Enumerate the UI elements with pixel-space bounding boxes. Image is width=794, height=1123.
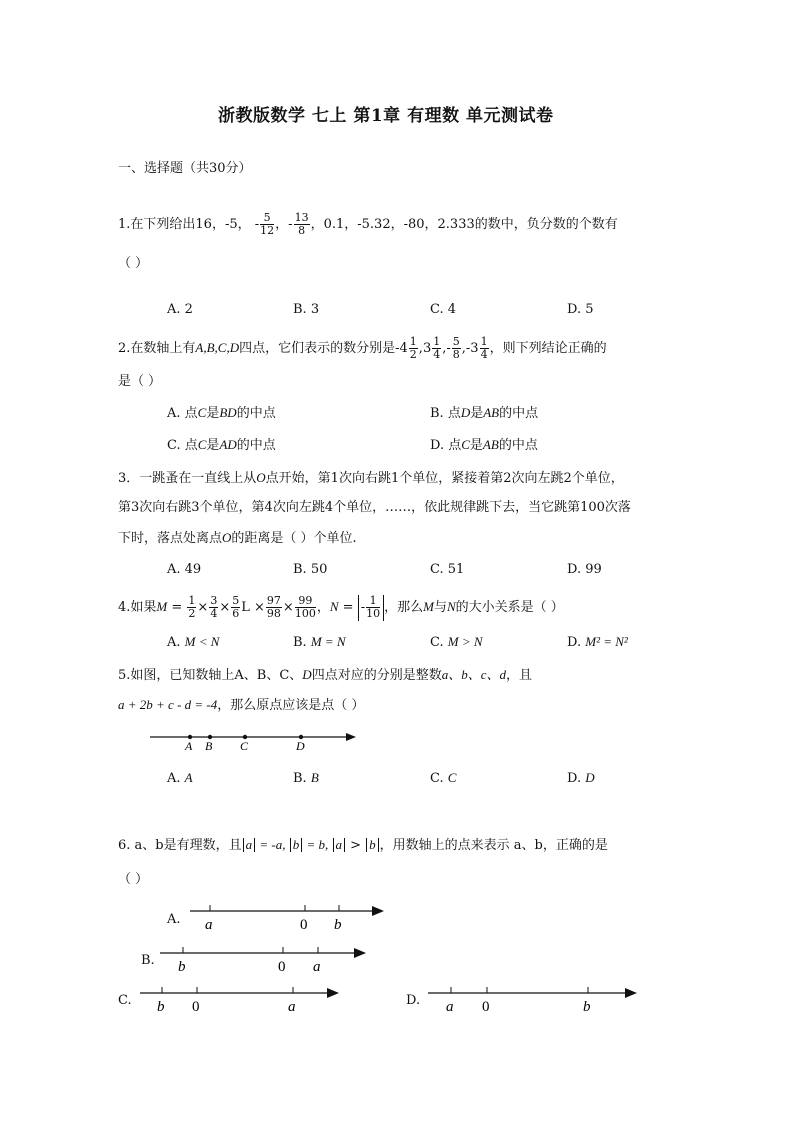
q1-sep: ， [275, 217, 289, 232]
q1-paren: （ ） [118, 256, 149, 271]
q4-n2: N [446, 599, 456, 614]
q2-v3-num: 5 [452, 335, 460, 348]
q4-a-label: A. [167, 635, 181, 650]
q2-b-mid: 是 [470, 406, 484, 421]
q4-ellipsis: L [241, 600, 250, 615]
q3-line1-pre: 3．一跳蚤在一直线上从 [118, 471, 257, 486]
q2-v4-num: 1 [480, 335, 488, 348]
q2-line2: 是（ ） [118, 374, 162, 389]
q2-mid: 四点，它们表示的数分别是 [239, 341, 396, 356]
q1-frac2-sign: - [288, 217, 293, 232]
q6-line1 [118, 837, 608, 854]
q4-frac-2-num: 3 [210, 594, 218, 607]
q5-a-label: A. [167, 771, 181, 786]
q6d-label-a: a [446, 999, 454, 1015]
q6d-label-0: 0 [482, 999, 490, 1015]
q4-comma: ， [316, 600, 330, 615]
q2-a-p1: C [197, 405, 207, 420]
q1-frac2-num: 13 [294, 211, 309, 224]
section-heading: 一、选择题（共30分） [118, 161, 252, 176]
q3-line2: 第3次向右跳3个单位，第4次向左跳4个单位，……，依此规律跳下去，当它跳第100次落 [118, 500, 631, 515]
q6-paren: （ ） [118, 872, 149, 887]
q4-suffix-post: 的大小关系是（ ） [455, 600, 564, 615]
q2-b-p1: D [460, 405, 471, 420]
q6b-label-0: 0 [278, 959, 286, 975]
q6-option-a-label[interactable]: A. [167, 912, 181, 927]
q2-d-post: 的中点 [498, 438, 538, 453]
q5-axis-label-c: C [240, 739, 249, 753]
q6-option-c-diagram[interactable] [140, 987, 339, 1015]
q5-a-val: A [184, 770, 193, 785]
q4-frac-5-num: 99 [295, 595, 316, 608]
q2-suffix: ，则下列结论正确的 [489, 341, 607, 356]
q2-a-pre: A. 点 [167, 406, 198, 421]
q2-v3-den: 8 [452, 348, 460, 361]
q2-a-mid: 是 [206, 406, 220, 421]
q3-line1-post: 点开始，第1次向右跳1个单位，紧接着第2次向左跳2个单位， [265, 471, 624, 486]
q6a-arrow-icon [372, 906, 384, 916]
q6d-arrow-icon [625, 988, 637, 998]
q1-rest: ，0.1，-5.32，-80，2.333的数中，负分数的个数有 [310, 217, 618, 232]
q4-eq2: = [338, 600, 358, 615]
q5-option-c[interactable] [430, 770, 456, 787]
q4-n-den: 10 [366, 606, 381, 620]
q4-frac-4-num: 97 [266, 594, 281, 607]
q4-times-1: × [197, 600, 209, 615]
q4-times-3: × [254, 600, 265, 615]
q6b-label-a: a [313, 959, 321, 975]
q4-n: N [329, 599, 339, 614]
q6-option-b-diagram[interactable] [160, 947, 366, 975]
q6-cond1-rhs: = -a, [256, 837, 289, 852]
q3-line3-pre: 下时，落点处离点 [118, 531, 223, 546]
q5-axis-label-b: B [205, 739, 213, 753]
q4-times-2: × [219, 600, 231, 615]
q2-c-p1: C [197, 437, 207, 452]
q2-b-pre: B. 点 [430, 406, 461, 421]
q2-v2-num: 1 [433, 335, 441, 348]
q4-d-expr: M² = N² [585, 634, 628, 649]
q6a-label-b: b [334, 917, 342, 933]
q6-line1-post: ，用数轴上的点来表示 a、b，正确的是 [379, 838, 608, 853]
q3-option-c[interactable]: C. 51 [430, 562, 465, 577]
q1-frac2-den: 8 [298, 224, 306, 237]
q6b-arrow-icon [354, 948, 366, 958]
q6a-label-0: 0 [300, 917, 308, 933]
q4-frac-3-num: 5 [232, 594, 240, 607]
q5-d-label: D. [567, 771, 582, 786]
q2-v4-whole: -3 [465, 341, 479, 356]
q6-abs-a: a [243, 838, 256, 852]
q2-sep2: , [442, 341, 447, 356]
q5-option-b[interactable] [293, 770, 319, 787]
q5-d: D [302, 667, 312, 682]
q5-expr: a + 2b + c - d = -4 [118, 697, 218, 712]
q5-arrow-icon [346, 733, 356, 741]
q5-line2-post: ，那么原点应该是点（ ） [217, 698, 365, 713]
q1-prefix: 1.在下列给出16，-5， [118, 217, 251, 232]
q4-b-label: B. [293, 635, 307, 650]
q5-c-val: C [447, 770, 457, 785]
q6-abs-a2: a [333, 838, 346, 852]
q2-d-pre: D. 点 [430, 438, 462, 453]
q1-option-c[interactable]: C. 4 [430, 302, 457, 317]
q4-frac-3-den: 6 [232, 607, 240, 620]
q4-b-expr: M = N [310, 634, 346, 649]
q2-c-pre: C. 点 [167, 438, 198, 453]
q1-frac1-num: 5 [260, 212, 274, 225]
q6c-label-a: a [288, 999, 296, 1015]
q4-d-label: D. [567, 635, 582, 650]
q4-a-expr: M < N [184, 634, 220, 649]
q6d-label-b: b [583, 999, 591, 1015]
q5-c-label: C. [430, 771, 444, 786]
q4-times-4: × [282, 600, 294, 615]
q6-line1-pre: 6. a、b是有理数，且 [118, 838, 242, 853]
q6-cond2-rhs: = b, [303, 837, 332, 852]
q6b-label-b: b [178, 959, 186, 975]
q2-sep3: , [461, 341, 466, 356]
q2-a-post: 的中点 [236, 406, 276, 421]
q2-b-p2: AB [483, 405, 500, 420]
q4-and: 与 [433, 600, 447, 615]
q4-suffix-pre: ，那么 [384, 600, 424, 615]
q4-n-num: 1 [366, 595, 380, 608]
q5-option-a[interactable] [167, 770, 193, 787]
q6-option-d-label[interactable]: D. [406, 993, 421, 1008]
q2-v1-den: 2 [409, 348, 417, 361]
q4-m2: M [423, 599, 434, 614]
q1-frac1-sign: - [254, 217, 260, 232]
q6c-label-0: 0 [192, 999, 200, 1015]
q2-d-p1: C [461, 437, 470, 452]
q2-sep1: , [418, 341, 423, 356]
q6-abs-b: b [290, 838, 303, 852]
q6-option-c-label[interactable]: C. [118, 993, 132, 1008]
q2-points: A,B,C,D [195, 340, 240, 355]
q3-option-b[interactable]: B. 50 [293, 562, 328, 577]
q6-gt: > [346, 838, 366, 853]
q2-v2-den: 4 [433, 348, 441, 361]
q4-frac-4-den: 98 [266, 607, 281, 620]
q5-b-label: B. [293, 771, 307, 786]
q2-d-mid: 是 [469, 438, 483, 453]
q2-v2-whole: 3 [422, 341, 432, 356]
q3-option-d[interactable]: D. 99 [567, 562, 602, 577]
q4-c-label: C. [430, 635, 444, 650]
q3-line3-post: 的距离是（ ）个单位. [231, 531, 357, 546]
q5-option-d[interactable] [567, 770, 595, 787]
q6a-label-a: a [205, 917, 213, 933]
q4-c-expr: M > N [447, 634, 483, 649]
q5-d-val: D [585, 770, 595, 785]
q6c-label-b: b [157, 999, 165, 1015]
q5-line1-post: ，且 [505, 668, 532, 683]
q5-number-line [150, 733, 356, 753]
q4-eq: = [167, 600, 187, 615]
q2-a-p2: BD [219, 405, 237, 420]
q4-n-sign: - [360, 599, 366, 615]
q6-abs-b2: b [366, 838, 379, 852]
q6-option-b-label[interactable]: B. [141, 953, 155, 968]
q2-v1-num: 1 [409, 335, 417, 348]
q2-c-post: 的中点 [236, 438, 276, 453]
q1-frac1-den: 12 [260, 224, 275, 237]
q1-option-a[interactable]: A. 2 [167, 302, 193, 317]
q3-option-a[interactable]: A. 49 [167, 562, 202, 577]
q4-frac-1-den: 2 [188, 607, 196, 620]
q4-frac-2-den: 4 [210, 607, 218, 620]
q2-c-p2: AD [219, 437, 237, 452]
q5-line1-pre: 5.如图，已知数轴上A、B、C、 [118, 668, 303, 683]
q2-d-p2: AB [482, 437, 499, 452]
page-title: 浙教版数学 七上 第1章 有理数 单元测试卷 [218, 106, 554, 126]
q3-point-o2: O [222, 530, 232, 545]
q6c-arrow-icon [327, 988, 339, 998]
q5-axis-label-d: D [296, 739, 305, 753]
q1-option-d[interactable]: D. 5 [567, 302, 594, 317]
q5-b-val: B [310, 770, 319, 785]
q3-point-o: O [256, 470, 266, 485]
q6-option-d-diagram[interactable] [428, 987, 637, 1015]
q5-axis-label-a: A [185, 739, 193, 753]
q2-b-post: 的中点 [499, 406, 539, 421]
q4-frac-1-num: 1 [188, 594, 196, 607]
q2-v1-whole: -4 [395, 341, 408, 356]
q4-m: M [156, 599, 168, 614]
q2-v3-whole: - [446, 341, 451, 356]
q6-option-a-diagram[interactable] [190, 905, 384, 933]
q2-c-mid: 是 [206, 438, 220, 453]
q1-option-b[interactable]: B. 3 [293, 302, 320, 317]
q4-prefix: 4.如果 [118, 600, 157, 615]
q4-frac-5-den: 100 [294, 607, 316, 620]
q2-prefix: 2.在数轴上有 [118, 341, 196, 356]
q5-vars: a、b、c、d [441, 667, 506, 682]
q2-v4-den: 4 [480, 348, 488, 361]
q5-line1-mid: 四点对应的分别是整数 [311, 668, 442, 683]
